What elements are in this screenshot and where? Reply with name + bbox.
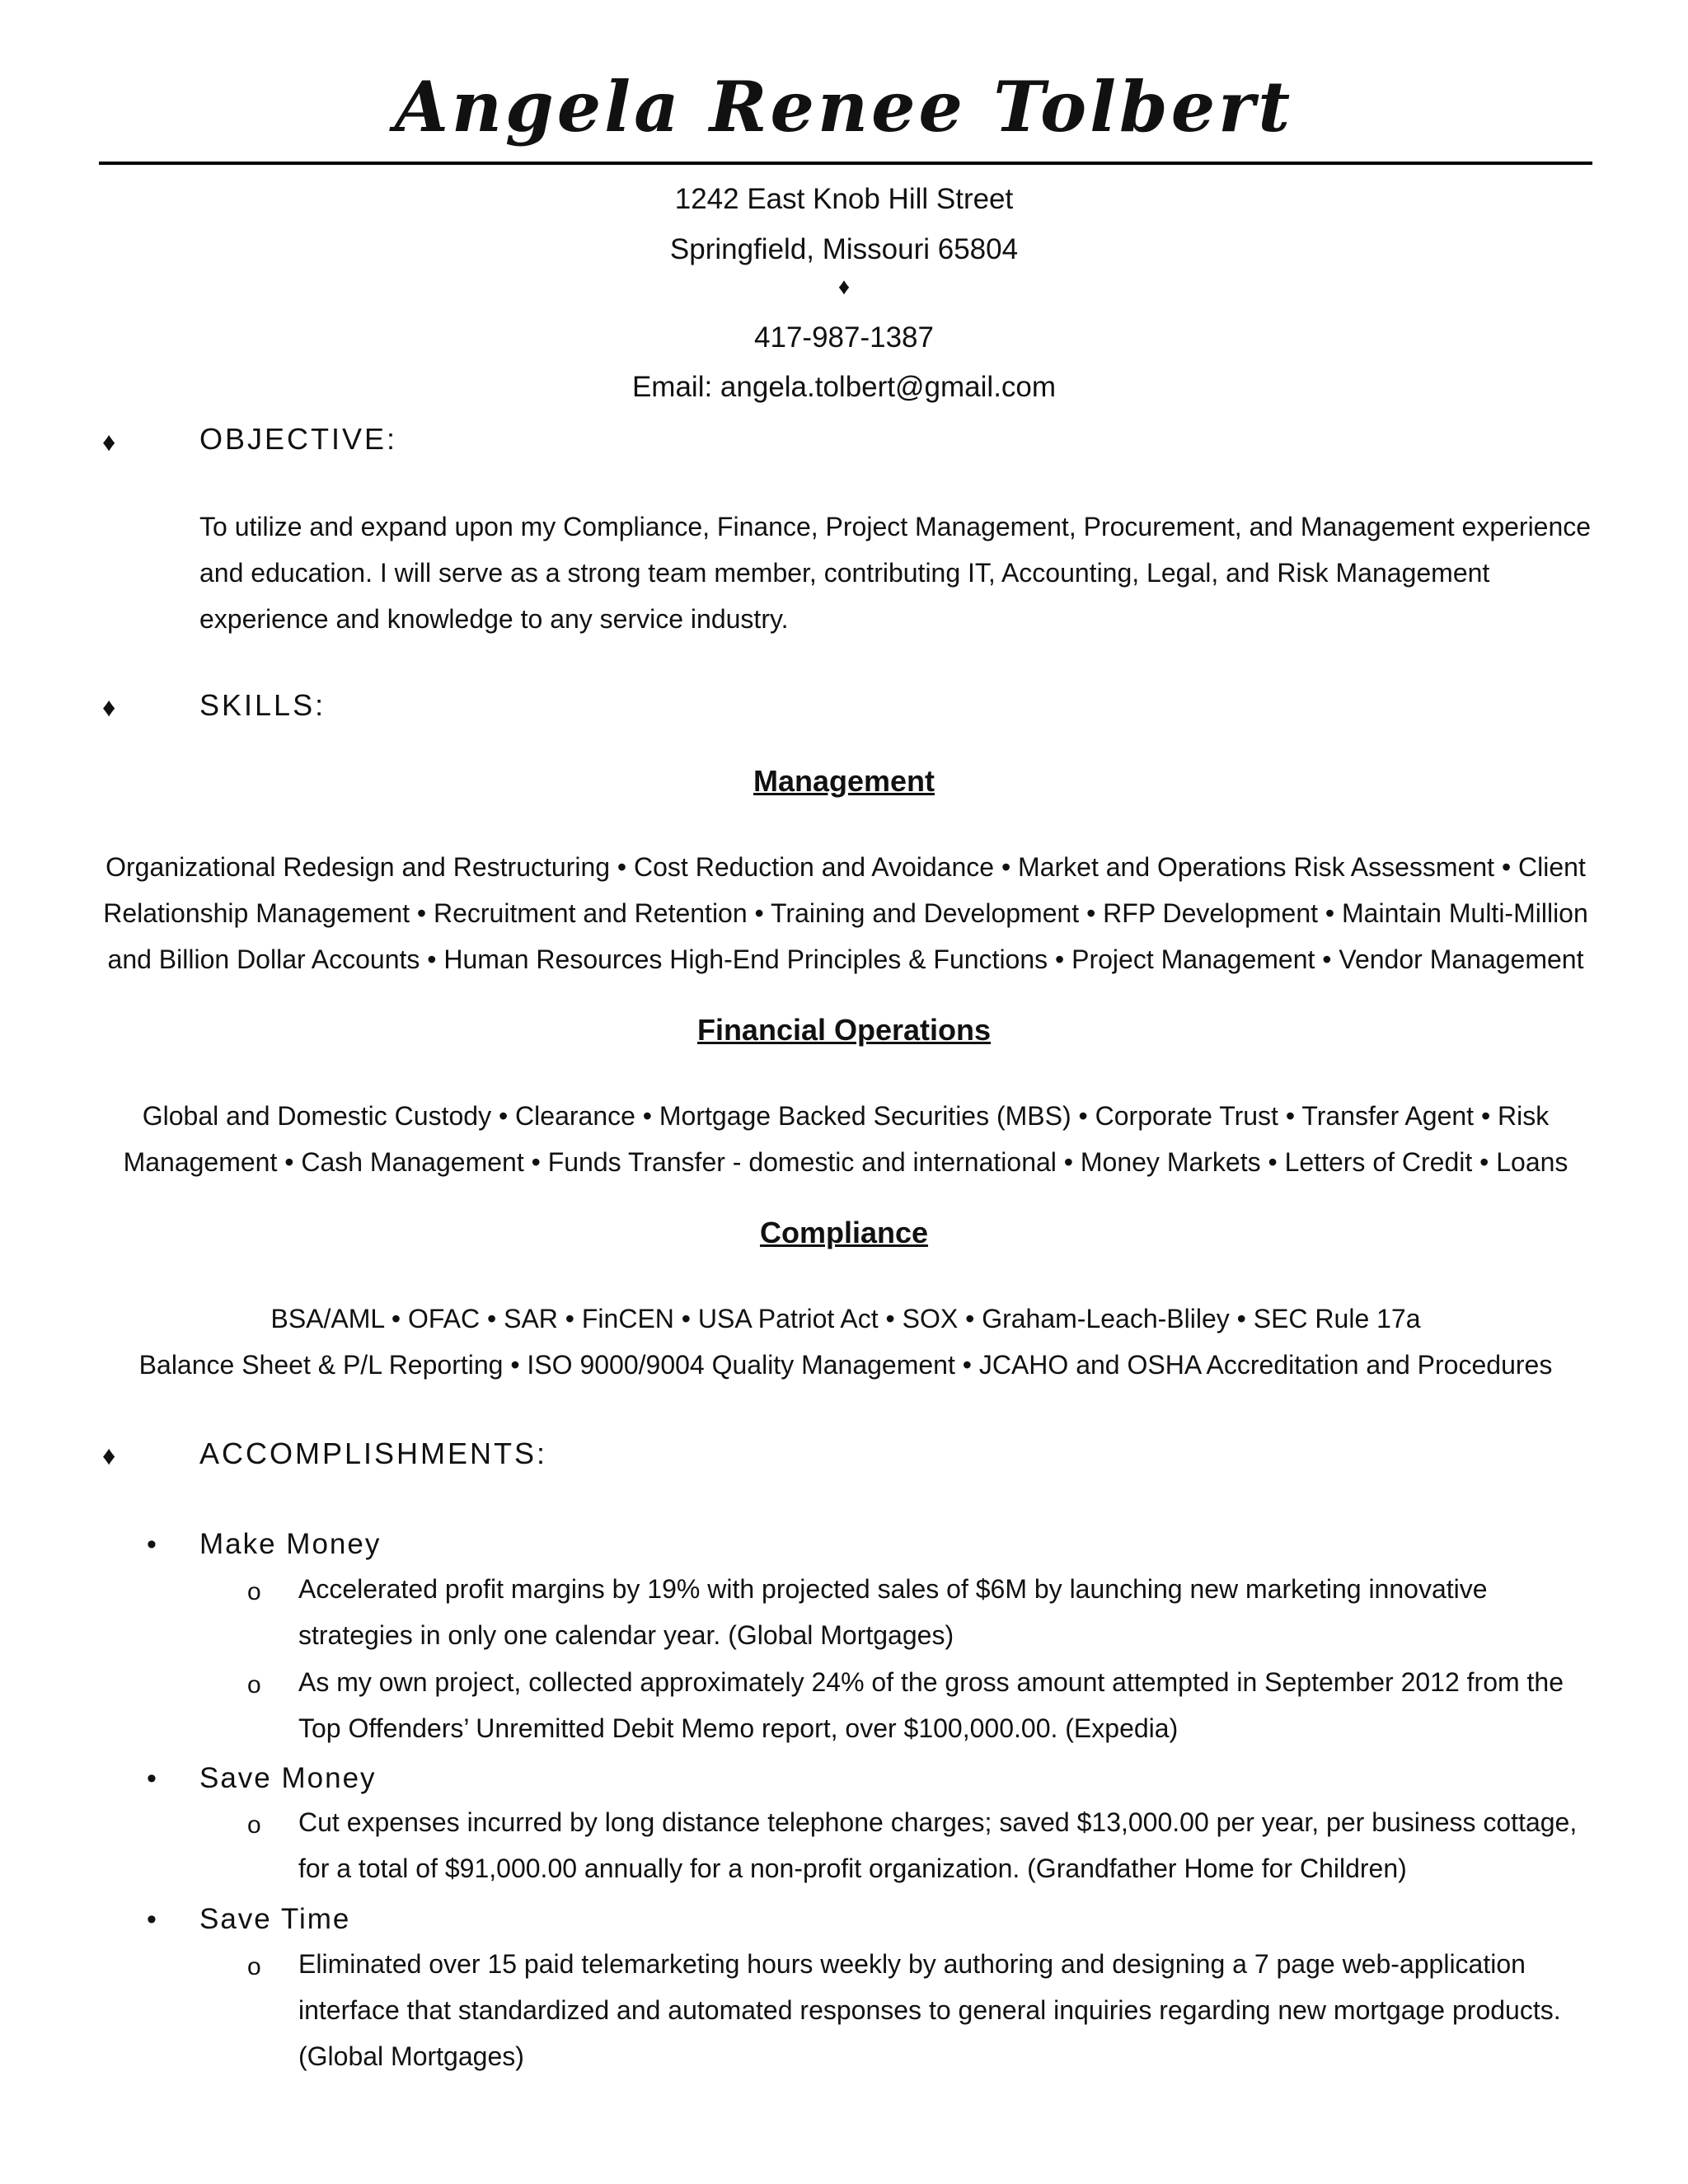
accomplishment-item: Cut expenses incurred by long distance telephone charges; saved $13,000.00 per year, per business cottage, for a total of $91,000.00 annually for a non-profit organization. (Grandfather Home for Children)	[298, 1807, 1578, 1883]
save-time-title: Save Time	[199, 1903, 351, 1935]
accomplishment-item: Eliminated over 15 paid telemarketing hours weekly by authoring and designing a 7 page web-application interface that standardized and automated responses to general inquiries regarding new mortgage products. (Global Mortgages)	[298, 1949, 1561, 2071]
financial-operations-subheading: Financial Operations	[696, 1013, 992, 1047]
phone-number: 417-987-1387	[754, 321, 934, 354]
diamond-divider-icon: ♦	[837, 274, 851, 299]
objective-diamond-icon: ♦	[102, 427, 116, 457]
list-bullet-icon: •	[147, 1904, 157, 1935]
financial-operations-skills-text: Global and Domestic Custody • Clearance • Mortgage Backed Securities (MBS) • Corporate Trust • Transfer Agent • Risk Management • Cash Management • Funds Transfer - domestic and international • Money Markets • Letters of Credit • Loans	[123, 1101, 1568, 1177]
compliance-subheading: Compliance	[759, 1216, 929, 1249]
compliance-skills-line-2: Balance Sheet & P/L Reporting • ISO 9000/9004 Quality Management • JCAHO and OSHA Accreditation and Procedures	[138, 1350, 1553, 1380]
compliance-skills-line-1: BSA/AML • OFAC • SAR • FinCEN • USA Patriot Act • SOX • Graham-Leach-Bliley • SEC Rule 17a	[270, 1304, 1421, 1333]
accomplishments-diamond-icon: ♦	[102, 1441, 116, 1470]
management-skills-text: Organizational Redesign and Restructuring • Cost Reduction and Avoidance • Market and Operations Risk Assessment • Client Relationship Management • Recruitment and Retention • Training and Development • RFP Development • Maintain Multi-Million and Billion Dollar Accounts • Human Resources High-End Principles & Functions • Project Management • Vendor Management	[103, 852, 1588, 974]
objective-text: To utilize and expand upon my Compliance, Finance, Project Management, Procurement, and Management experience and education. I will serve as a strong team member, contributing IT, Accounting, Legal, and Risk Management experience and knowledge to any service industry.	[199, 512, 1592, 634]
sub-bullet-icon: o	[247, 1811, 261, 1839]
sub-bullet-icon: o	[247, 1671, 261, 1699]
list-bullet-icon: •	[147, 1529, 157, 1560]
applicant-name: Angela Renee Tolbert	[394, 66, 1294, 148]
sub-bullet-icon: o	[247, 1953, 261, 1980]
list-bullet-icon: •	[147, 1763, 157, 1794]
address-line-1: 1242 East Knob Hill Street	[674, 183, 1014, 215]
skills-heading: SKILLS:	[199, 688, 326, 722]
header-divider-rule	[99, 162, 1592, 165]
management-subheading: Management	[753, 764, 935, 798]
address-line-2: Springfield, Missouri 65804	[669, 233, 1019, 265]
sub-bullet-icon: o	[247, 1578, 261, 1605]
accomplishment-item: Accelerated profit margins by 19% with projected sales of $6M by launching new marketing innovative strategies in only one calendar year. (Global Mortgages)	[298, 1574, 1488, 1650]
objective-heading: OBJECTIVE:	[199, 422, 398, 456]
email-address: Email: angela.tolbert@gmail.com	[631, 371, 1057, 403]
skills-diamond-icon: ♦	[102, 692, 116, 722]
accomplishment-item: As my own project, collected approximately 24% of the gross amount attempted in September 2012 from the Top Offenders’ Unremitted Debit Memo report, over $100,000.00. (Expedia)	[298, 1667, 1564, 1743]
save-money-title: Save Money	[199, 1762, 377, 1794]
make-money-title: Make Money	[199, 1528, 382, 1560]
accomplishments-heading: ACCOMPLISHMENTS:	[199, 1436, 548, 1470]
